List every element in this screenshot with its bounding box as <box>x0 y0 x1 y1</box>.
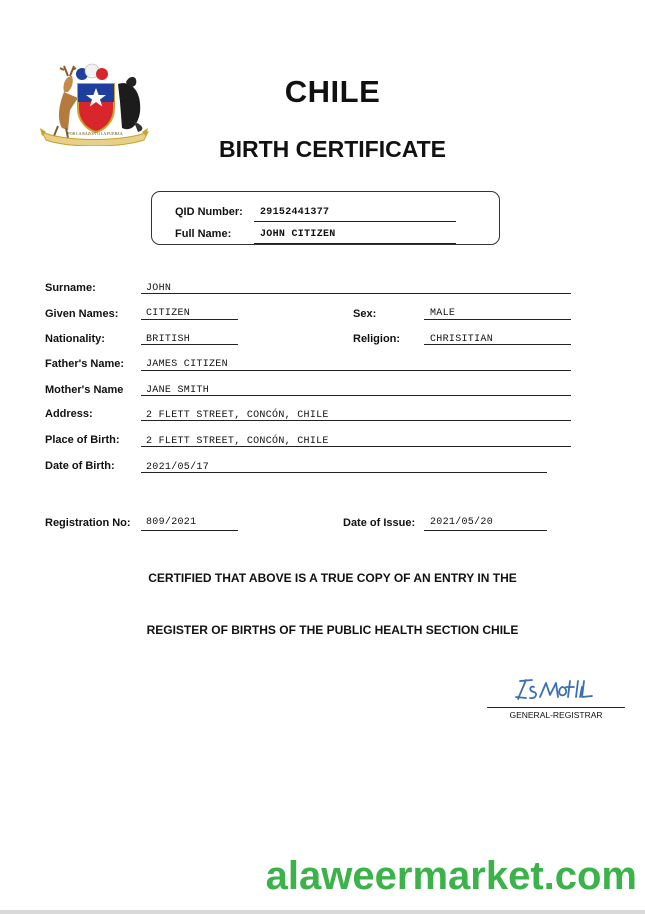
date-of-issue-label: Date of Issue: <box>343 517 416 529</box>
date-of-birth-label: Date of Birth: <box>45 460 115 472</box>
date-of-issue-value: 2021/05/20 <box>430 517 494 528</box>
address-label: Address: <box>45 408 93 420</box>
father-name-underline <box>141 370 571 371</box>
crest-motto: POR LA RAZON O LA FUERZA <box>67 131 123 136</box>
sex-label: Sex: <box>353 308 377 320</box>
qid-value: 29152441377 <box>260 207 330 218</box>
mother-name-label: Mother's Name <box>45 384 124 396</box>
religion-underline <box>424 344 571 345</box>
father-name-label: Father's Name: <box>45 358 125 370</box>
address-underline <box>141 420 571 421</box>
nationality-value: BRITISH <box>146 334 191 345</box>
religion-label: Religion: <box>353 333 401 345</box>
given-names-label: Given Names: <box>45 308 119 320</box>
sex-underline <box>424 319 571 320</box>
full-name-label: Full Name: <box>175 228 232 240</box>
qid-underline <box>254 221 456 222</box>
registration-label: Registration No: <box>45 517 131 529</box>
document-title: BIRTH CERTIFICATE <box>218 136 446 162</box>
nationality-underline <box>141 344 238 345</box>
registrar-title: GENERAL-REGISTRAR <box>509 710 603 720</box>
signature-line <box>487 707 625 708</box>
mother-name-value: JANE SMITH <box>146 385 210 396</box>
qid-label: QID Number: <box>175 206 243 218</box>
registration-underline <box>141 530 238 531</box>
surname-value: JOHN <box>146 283 172 294</box>
certification-line-2: REGISTER OF BIRTHS OF THE PUBLIC HEALTH SECTION CHILE <box>146 623 519 637</box>
certification-line-1: CERTIFIED THAT ABOVE IS A TRUE COPY OF AN ENTRY IN THE <box>148 571 517 585</box>
mother-name-underline <box>141 395 571 396</box>
given-names-underline <box>141 319 238 320</box>
address-value: 2 FLETT STREET, CONCÓN, CHILE <box>146 410 329 421</box>
surname-underline <box>141 293 571 294</box>
registration-value: 809/2021 <box>146 517 197 528</box>
place-of-birth-underline <box>141 446 571 447</box>
date-of-birth-value: 2021/05/17 <box>146 462 210 473</box>
place-of-birth-label: Place of Birth: <box>45 434 120 446</box>
country-title: CHILE <box>284 74 381 109</box>
sex-value: MALE <box>430 308 456 319</box>
place-of-birth-value: 2 FLETT STREET, CONCÓN, CHILE <box>146 436 329 447</box>
full-name-underline <box>254 243 456 244</box>
date-of-issue-underline <box>424 530 547 531</box>
watermark: alaweermarket.com <box>265 854 637 898</box>
date-of-birth-underline <box>141 472 547 473</box>
nationality-label: Nationality: <box>45 333 105 345</box>
registrar-signature-icon <box>512 677 596 703</box>
full-name-value: JOHN CITIZEN <box>260 229 336 240</box>
given-names-value: CITIZEN <box>146 308 191 319</box>
surname-label: Surname: <box>45 282 96 294</box>
page-bottom-edge <box>0 910 645 914</box>
religion-value: CHRISITIAN <box>430 334 494 345</box>
father-name-value: JAMES CITIZEN <box>146 359 228 370</box>
